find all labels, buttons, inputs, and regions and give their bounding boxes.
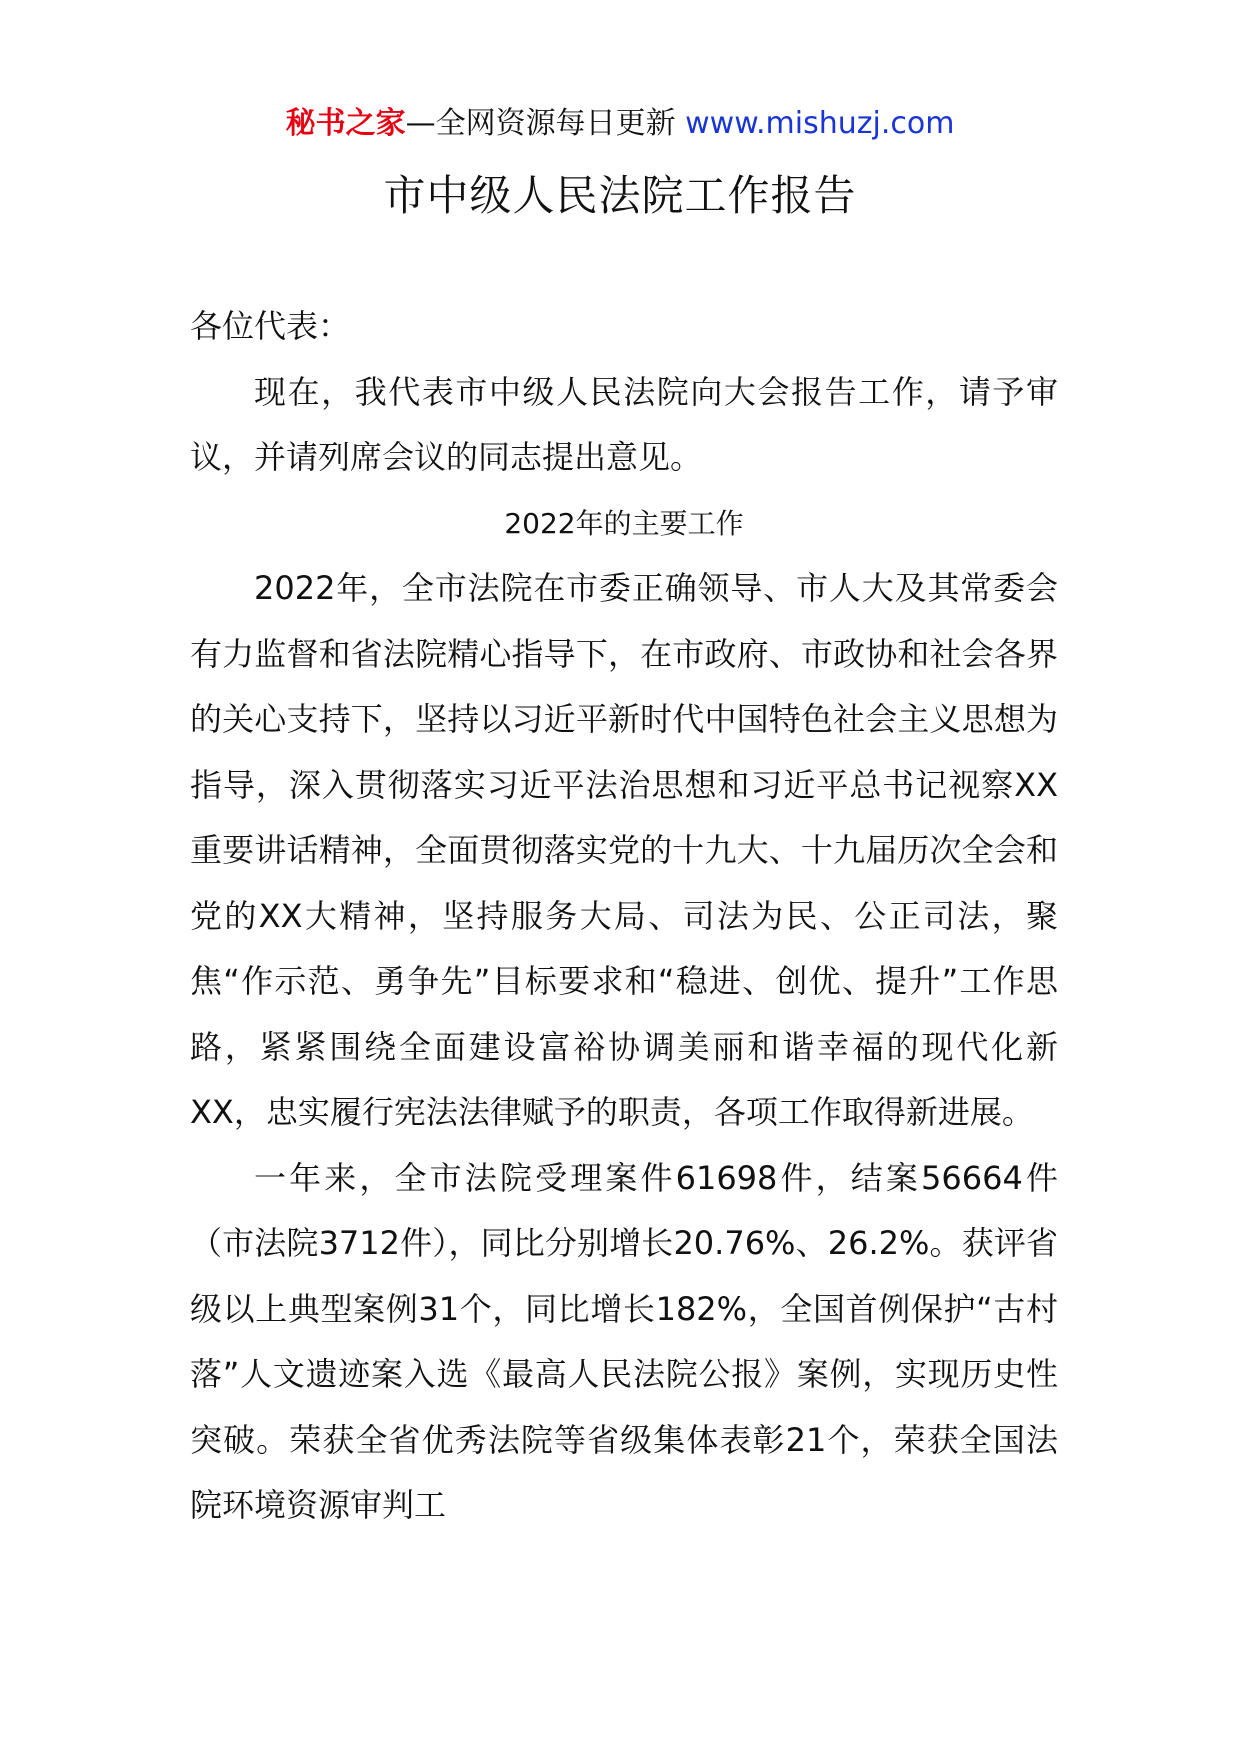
intro-paragraph: 现在，我代表市中级人民法院向大会报告工作，请予审议，并请列席会议的同志提出意见。	[190, 372, 1058, 476]
body-paragraph: 一年来，全市法院受理案件61698件，结案56664件（市法院3712件），同比分别增长20.76%、26.2%。获评省级以上典型案例31个，同比增长182%，全国首例保护“古村落”人文遗迹案入选《最高人民法院公报》案例，实现历史性突破。荣获全省优秀法院等省级集体表彰21个，荣获全国法院环境资源审判工	[190, 1158, 1058, 1524]
document-body	[190, 294, 1058, 1539]
brand-name: 秘书之家	[285, 106, 406, 141]
salutation: 各位代表：	[190, 307, 351, 345]
site-header	[0, 104, 1240, 144]
header-tagline: —全网资源每日更新	[405, 106, 676, 141]
section-heading: 2022年的主要工作	[504, 506, 744, 540]
body-paragraph: 2022年，全市法院在市委正确领导、市人大及其常委会有力监督和省法院精心指导下，在市政府、市政协和社会各界的关心支持下，坚持以习近平新时代中国特色社会主义思想为指导，深入贯彻落实习近平法治思想和习近平总书记视察XX重要讲话精神，全面贯彻落实党的十九大、十九届历次全会和党的XX大精神，坚持服务大局、司法为民、公正司法，聚焦“作示范、勇争先”目标要求和“稳进、创优、提升”工作思路，紧紧围绕全面建设富裕协调美丽和谐幸福的现代化新XX，忠实履行宪法法律赋予的职责，各项工作取得新进展。	[190, 569, 1058, 1131]
site-url-link[interactable]: www.mishuzj.com	[685, 106, 955, 141]
document-title: 市中级人民法院工作报告	[383, 171, 857, 220]
